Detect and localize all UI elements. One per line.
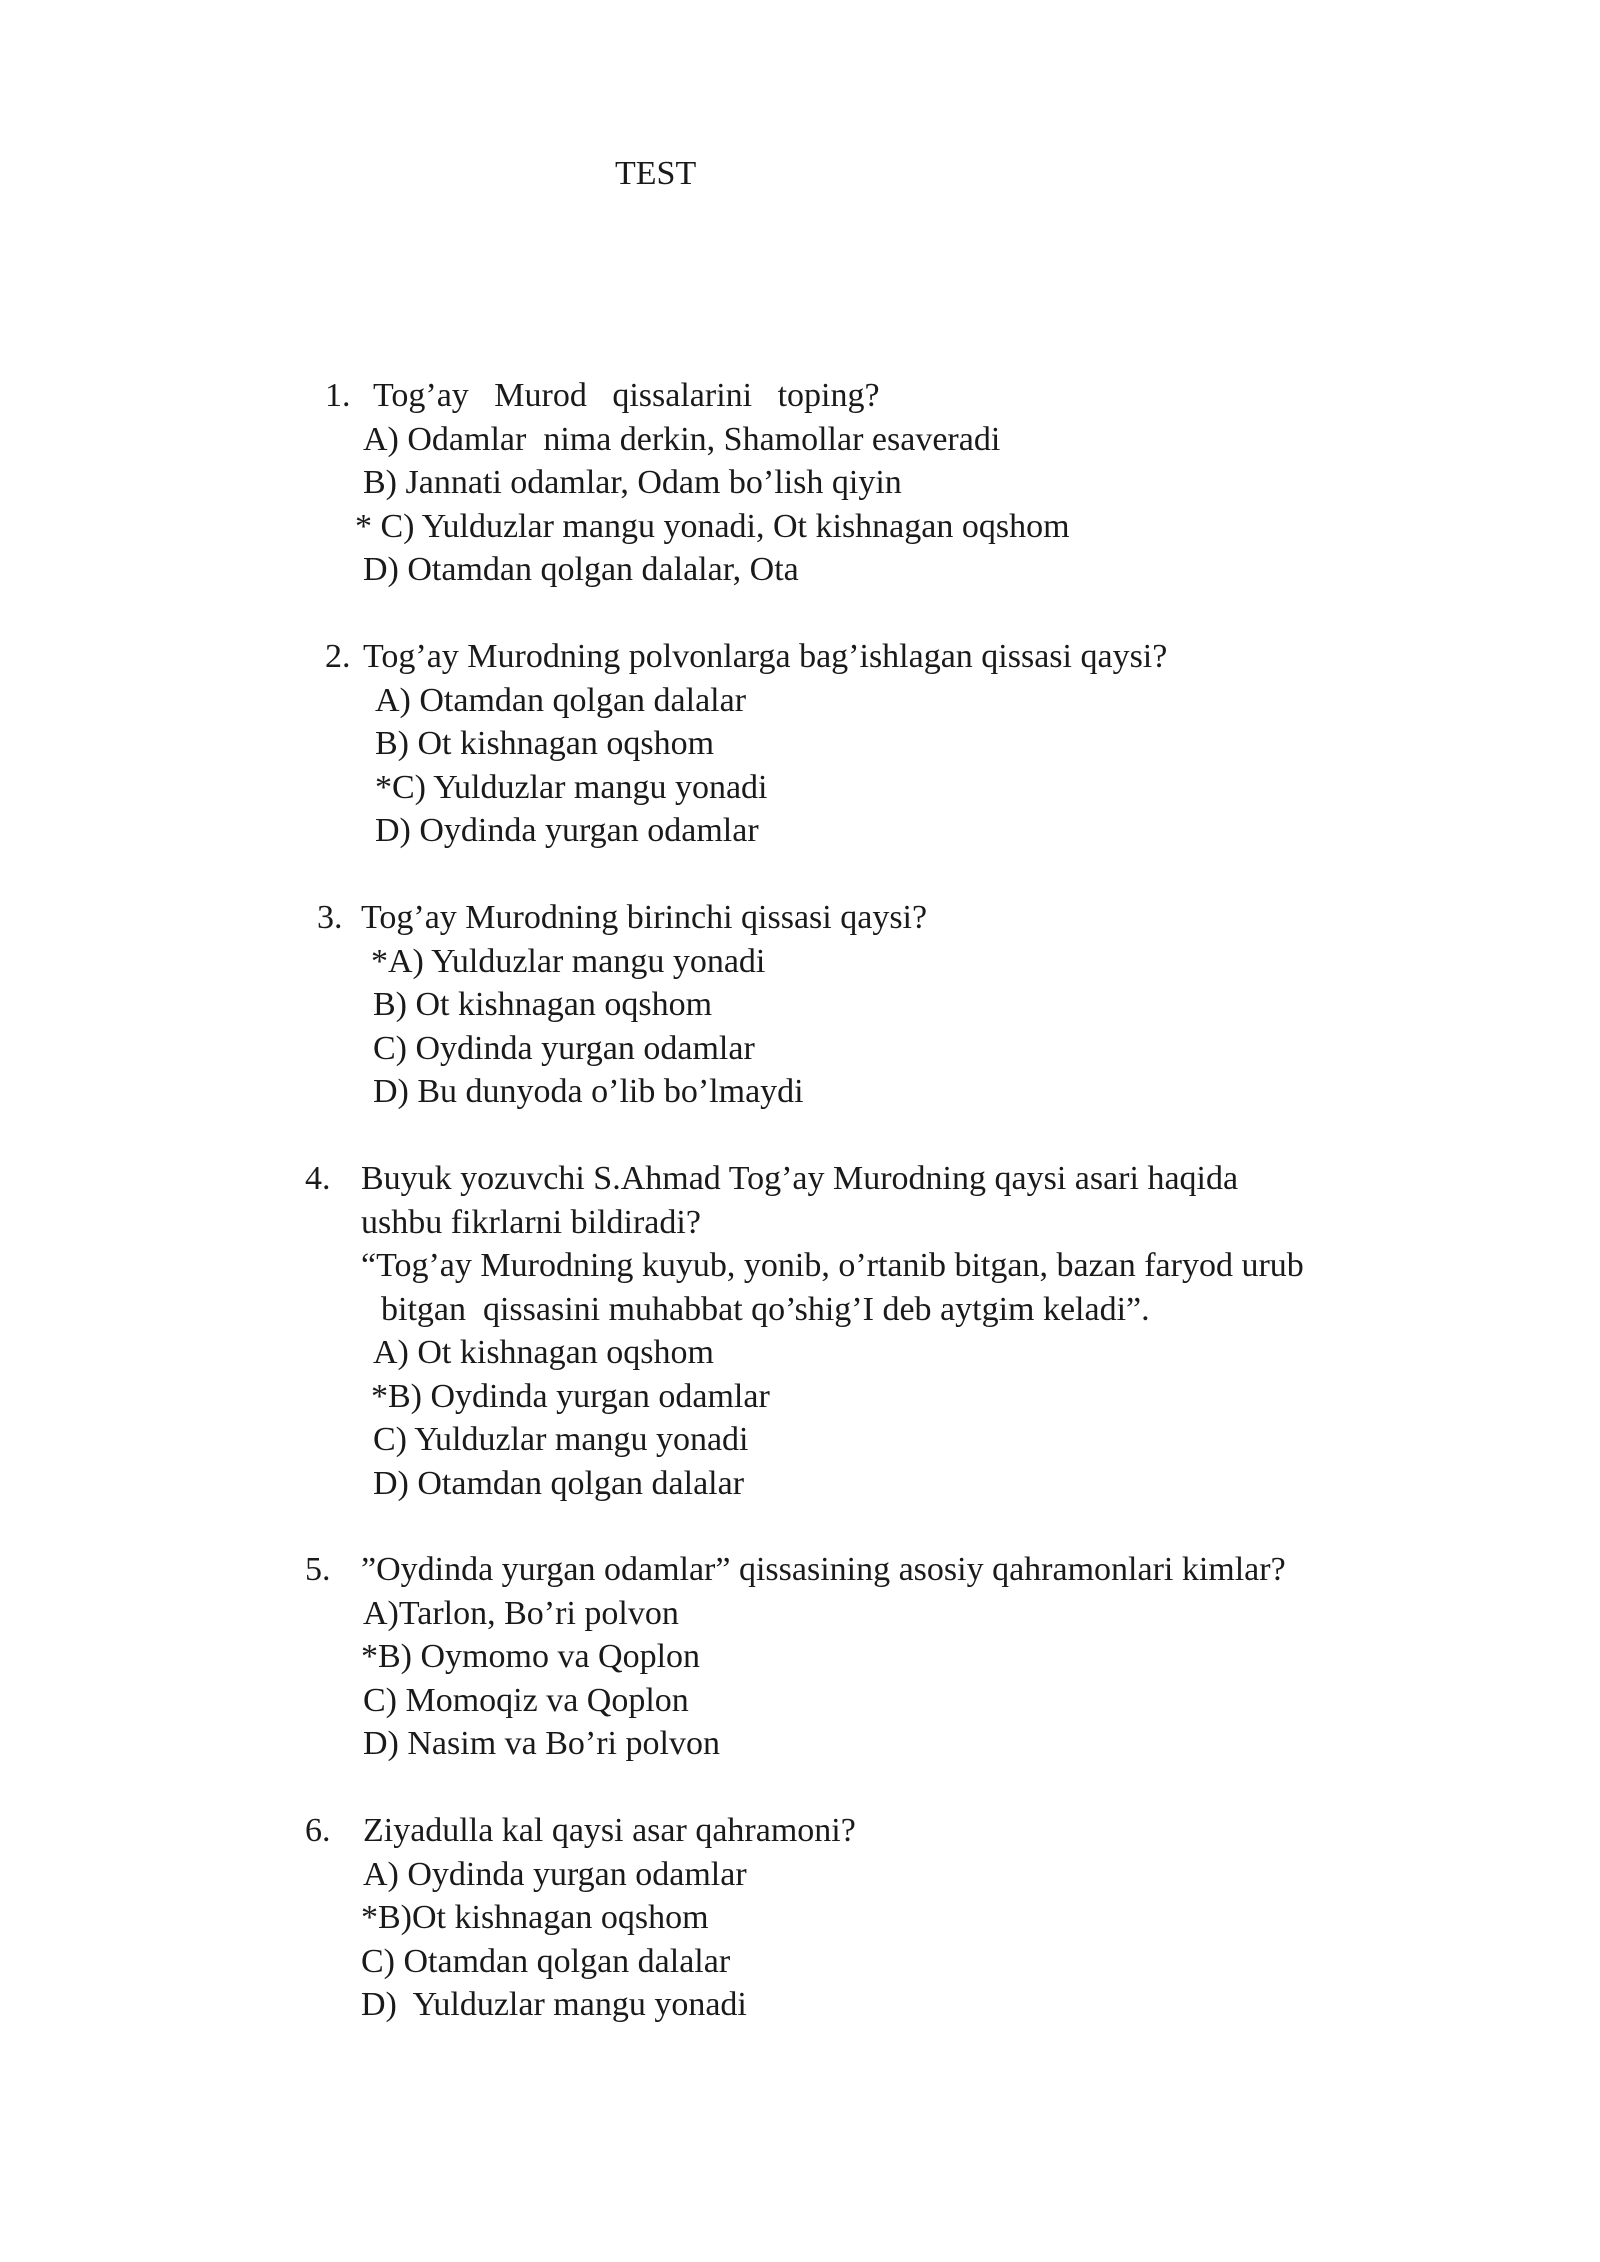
question-number: 6. [305, 1812, 331, 1849]
answer-option-b: B) Ot kishnagan oqshom [375, 725, 715, 762]
question-quote: “Tog’ay Murodning kuyub, yonib, o’rtanib bitgan, bazan faryod urub [361, 1247, 1304, 1284]
question-text: Tog’ay Murodning birinchi qissasi qaysi? [361, 899, 928, 936]
answer-option-a: A)Tarlon, Bo’ri polvon [363, 1595, 679, 1632]
answer-option-c: C) Yulduzlar mangu yonadi [373, 1421, 749, 1458]
answer-option-d: D) Bu dunyoda o’lib bo’lmaydi [373, 1073, 804, 1110]
answer-option-d: D) Oydinda yurgan odamlar [375, 812, 759, 849]
answer-option-a: A) Otamdan qolgan dalalar [375, 682, 747, 719]
answer-option-c: *C) Yulduzlar mangu yonadi [375, 769, 768, 806]
answer-option-c: C) Momoqiz va Qoplon [363, 1682, 689, 1719]
answer-option-d: D) Otamdan qolgan dalalar [373, 1465, 745, 1502]
answer-option-d: D) Nasim va Bo’ri polvon [363, 1725, 720, 1762]
question-number: 5. [305, 1551, 331, 1588]
question-text: Tog’ay Murod qissalarini toping? [373, 377, 880, 414]
answer-option-c: C) Oydinda yurgan odamlar [373, 1030, 755, 1067]
question-number: 1. [325, 377, 351, 414]
question-text: ”Oydinda yurgan odamlar” qissasining asosiy qahramonlari kimlar? [361, 1551, 1286, 1588]
question-text: Buyuk yozuvchi S.Ahmad Tog’ay Murodning qaysi asari haqida [361, 1160, 1239, 1197]
answer-option-d: D) Yulduzlar mangu yonadi [361, 1986, 747, 2023]
answer-option-a: A) Ot kishnagan oqshom [373, 1334, 714, 1371]
answer-option-a: A) Odamlar nima derkin, Shamollar esaveradi [363, 421, 1001, 458]
question-quote: bitgan qissasini muhabbat qo’shig’I deb aytgim keladi”. [381, 1291, 1150, 1328]
answer-option-a: A) Oydinda yurgan odamlar [363, 1856, 747, 1893]
answer-option-b: *B) Oydinda yurgan odamlar [371, 1378, 770, 1415]
answer-option-b: B) Ot kishnagan oqshom [373, 986, 713, 1023]
answer-option-a: *A) Yulduzlar mangu yonadi [371, 943, 766, 980]
question-number: 2. [325, 638, 351, 675]
question-number: 4. [305, 1160, 331, 1197]
answer-option-b: B) Jannati odamlar, Odam bo’lish qiyin [363, 464, 902, 501]
question-number: 3. [317, 899, 343, 936]
answer-option-c: C) Otamdan qolgan dalalar [361, 1943, 731, 1980]
question-text: Tog’ay Murodning polvonlarga bag’ishlagan qissasi qaysi? [363, 638, 1168, 675]
answer-option-b: *B)Ot kishnagan oqshom [361, 1899, 709, 1936]
answer-option-d: D) Otamdan qolgan dalalar, Ota [363, 551, 799, 588]
answer-option-b: *B) Oymomo va Qoplon [361, 1638, 701, 1675]
page-title: TEST [615, 155, 697, 192]
question-text: Ziyadulla kal qaysi asar qahramoni? [363, 1812, 856, 1849]
question-text: ushbu fikrlarni bildiradi? [361, 1204, 701, 1241]
answer-option-c: * C) Yulduzlar mangu yonadi, Ot kishnagan oqshom [355, 508, 1070, 545]
